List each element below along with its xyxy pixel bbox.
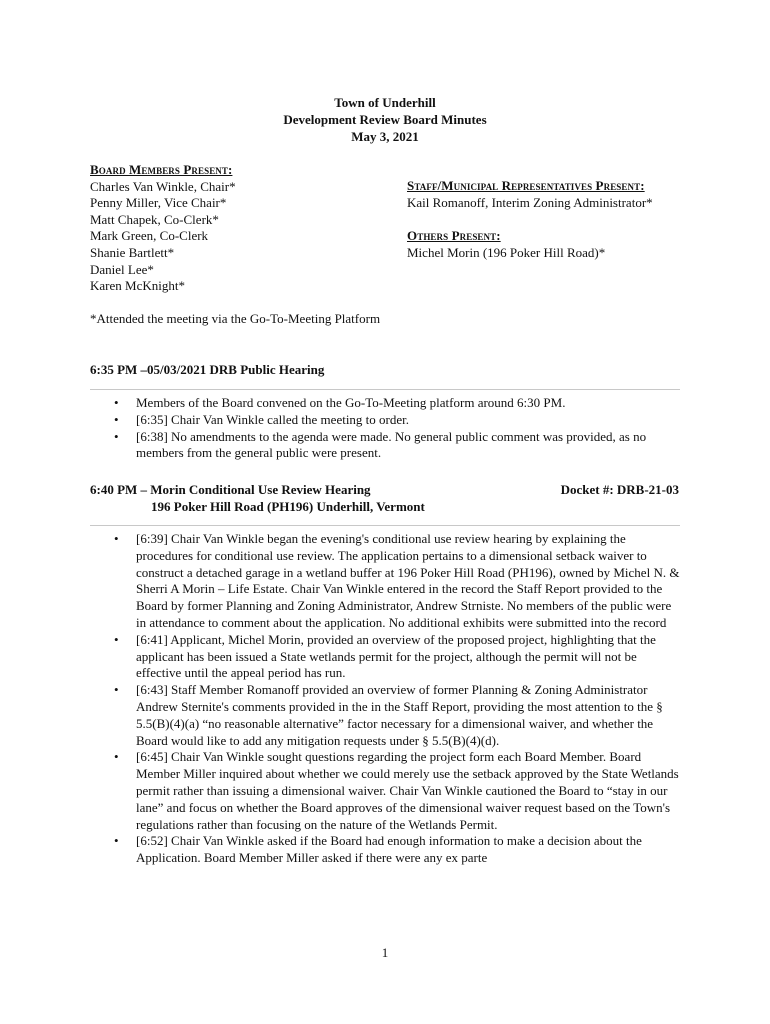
section-cur-hearing-title: 6:40 PM – Morin Conditional Use Review Hearing: [90, 482, 371, 497]
cur-hearing-list: [90, 531, 680, 867]
list-item-text: Members of the Board convened on the Go-To-Meeting platform around 6:30 PM.: [136, 395, 566, 410]
docket-number: Docket #: DRB-21-03: [560, 482, 679, 497]
town-name: Town of Underhill: [334, 95, 436, 110]
section-public-hearing-title: 6:35 PM –05/03/2021 DRB Public Hearing: [90, 362, 325, 377]
section-divider: [90, 389, 680, 390]
bullet-icon: •: [114, 395, 119, 410]
board-member: Matt Chapek, Co-Clerk*: [90, 211, 219, 227]
list-item-text: [6:41] Applicant, Michel Morin, provided an overview of the proposed project, highlighting that the applicant has been issued a State wetlands permit for the project, although the permit will not be effective until the appeal period has run.: [136, 631, 656, 681]
public-hearing-list: [90, 395, 680, 462]
bullet-icon: •: [114, 682, 119, 698]
list-item: [90, 531, 680, 632]
bullet-icon: •: [114, 631, 119, 647]
list-item-text: [6:45] Chair Van Winkle sought questions regarding the project form each Board Member. Board Member Miller inquired about whether we could merely use the setback approved by the State Wetlands permit rather than issuing a dimensional waiver. Chair Van Winkle cautioned the Board to “stay in our lane” and focus on whether the Board approves of the dimensional waiver request based on the Town's regulations rather than focusing on the nature of the Wetlands Permit.: [136, 749, 679, 832]
board-members-heading: Board Members Present:: [90, 162, 233, 177]
bullet-icon: •: [114, 531, 119, 546]
list-item-text: [6:35] Chair Van Winkle called the meeting to order.: [136, 411, 410, 427]
board-members-block: [90, 162, 236, 295]
list-item: [90, 682, 680, 749]
bullet-icon: •: [114, 749, 119, 765]
attendance-note: *Attended the meeting via the Go-To-Meeting Platform: [90, 311, 381, 326]
board-member: Penny Miller, Vice Chair*: [90, 195, 227, 211]
others-heading: Others Present:: [407, 228, 501, 243]
bullet-icon: •: [114, 428, 119, 444]
list-item-text: [6:43] Staff Member Romanoff provided an overview of former Planning & Zoning Administrator Andrew Sternite's comments provided in the in the Staff Report, providing the most attention to the § 5.5(B)(4)(a) “no reasonable alternative” factor necessary for a dimensional waiver, and whether the Board would like to add any mitigation requests under § 5.5(B)(4)(d).: [136, 682, 663, 748]
document-header: [0, 94, 770, 145]
list-item: [90, 412, 680, 429]
meeting-date: May 3, 2021: [351, 129, 419, 144]
bullet-icon: •: [114, 833, 119, 849]
board-member: Shanie Bartlett*: [90, 244, 175, 260]
section-divider: [90, 525, 680, 526]
list-item-text: [6:38] No amendments to the agenda were made. No general public comment was provided, as no members from the general public were present.: [136, 428, 647, 461]
list-item: [90, 395, 680, 412]
staff-block: [407, 178, 653, 211]
section-cur-hearing-subtitle: 196 Poker Hill Road (PH196) Underhill, Vermont: [151, 499, 425, 514]
list-item-text: [6:52] Chair Van Winkle asked if the Board had enough information to make a decision about the Application. Board Member Miller asked if there were any ex parte: [136, 833, 642, 866]
bullet-icon: •: [114, 411, 119, 427]
board-member: Mark Green, Co-Clerk: [90, 228, 209, 244]
document-title: Development Review Board Minutes: [283, 112, 487, 127]
list-item: [90, 429, 680, 463]
others-block: [407, 228, 605, 261]
list-item: [90, 749, 680, 833]
staff-heading: Staff/Municipal Representatives Present:: [407, 178, 645, 193]
page-number: 1: [381, 945, 389, 960]
list-item-text: [6:39] Chair Van Winkle began the evening's conditional use review hearing by explaining the procedures for conditional use review. The application pertains to a dimensional setback waiver to construct a detached garage in a wetland buffer at 196 Poker Hill Road (PH196), owned by Michel N. & Sherri A Morin – Life Estate. Chair Van Winkle entered in the record the Staff Report provided to the Board by former Planning and Zoning Administrator, Andrew Strniste. No members of the public were in attendance to comment about the application. No additional exhibits were submitted into the record: [136, 531, 680, 630]
board-member: Daniel Lee*: [90, 261, 154, 277]
board-member: Charles Van Winkle, Chair*: [90, 178, 236, 194]
other-attendee: Michel Morin (196 Poker Hill Road)*: [407, 244, 606, 260]
list-item: [90, 632, 680, 682]
staff-member: Kail Romanoff, Interim Zoning Administrator*: [407, 194, 653, 210]
board-member: Karen McKnight*: [90, 278, 185, 294]
list-item: [90, 833, 680, 867]
